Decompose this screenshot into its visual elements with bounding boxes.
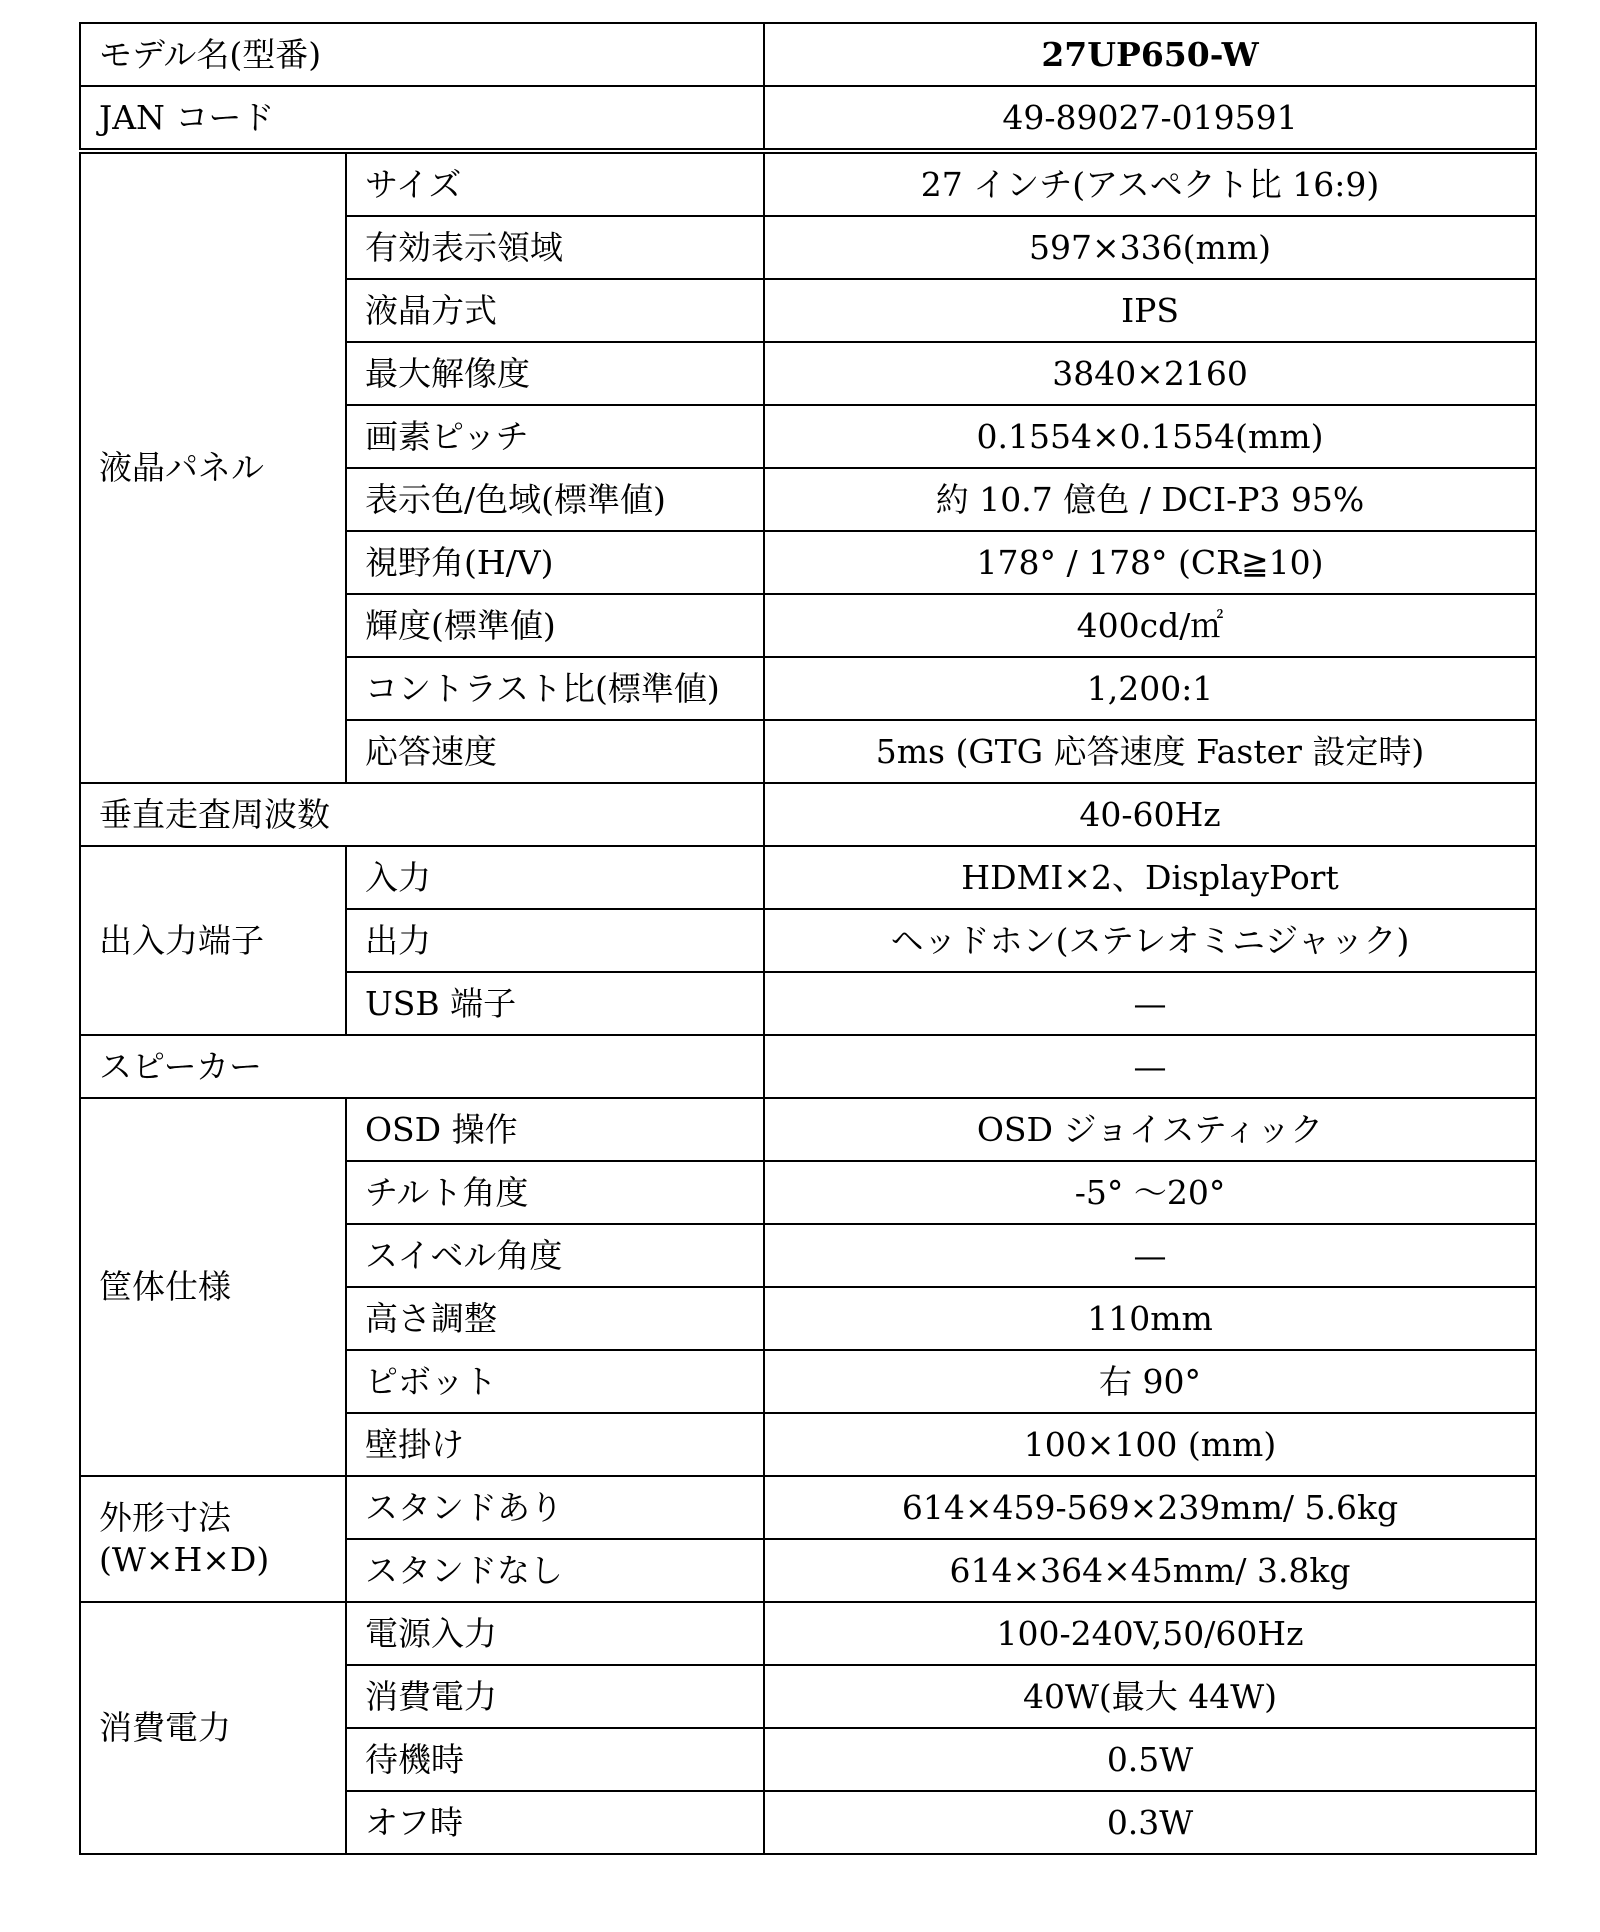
row-label: スタンドなし	[346, 1539, 764, 1602]
row-value: 40W(最大 44W)	[764, 1665, 1536, 1728]
row-value: 0.3W	[764, 1791, 1536, 1854]
row-value: 0.5W	[764, 1728, 1536, 1791]
chassis-group-label: 筐体仕様	[80, 1098, 346, 1476]
row-label: 待機時	[346, 1728, 764, 1791]
row-label: 消費電力	[346, 1665, 764, 1728]
row-label: スタンドあり	[346, 1476, 764, 1539]
speaker-label: スピーカー	[80, 1035, 764, 1098]
row-label: ピボット	[346, 1350, 764, 1413]
row-value: 100×100 (mm)	[764, 1413, 1536, 1476]
jan-value: 49-89027-019591	[764, 86, 1536, 151]
row-value: 614×364×45mm/ 3.8kg	[764, 1539, 1536, 1602]
speaker-value: —	[764, 1035, 1536, 1098]
row-value: 400cd/㎡	[764, 594, 1536, 657]
row-value: IPS	[764, 279, 1536, 342]
row-label: 輝度(標準値)	[346, 594, 764, 657]
table-row	[80, 846, 1536, 909]
row-label: 視野角(H/V)	[346, 531, 764, 594]
row-value: 27 インチ(アスペクト比 16:9)	[764, 151, 1536, 216]
row-value: 614×459-569×239mm/ 5.6kg	[764, 1476, 1536, 1539]
row-label: 高さ調整	[346, 1287, 764, 1350]
row-value: ヘッドホン(ステレオミニジャック)	[764, 909, 1536, 972]
row-label: 応答速度	[346, 720, 764, 783]
row-label: 画素ピッチ	[346, 405, 764, 468]
dims-group-line1: 外形寸法	[99, 1498, 231, 1537]
row-label: 電源入力	[346, 1602, 764, 1665]
table-row	[80, 783, 1536, 846]
row-label: 入力	[346, 846, 764, 909]
row-label: 出力	[346, 909, 764, 972]
row-value: 3840×2160	[764, 342, 1536, 405]
table-row	[80, 151, 1536, 216]
table-row	[80, 1098, 1536, 1161]
jan-label: JAN コード	[80, 86, 764, 151]
table-row	[80, 1476, 1536, 1539]
row-value: 約 10.7 億色 / DCI-P3 95%	[764, 468, 1536, 531]
io-group-label: 出入力端子	[80, 846, 346, 1035]
row-label: オフ時	[346, 1791, 764, 1854]
row-value: 100-240V,50/60Hz	[764, 1602, 1536, 1665]
vfreq-label: 垂直走査周波数	[80, 783, 764, 846]
row-label: USB 端子	[346, 972, 764, 1035]
spec-table	[79, 22, 1537, 1855]
table-row	[80, 86, 1536, 151]
power-group-label: 消費電力	[80, 1602, 346, 1854]
table-row	[80, 1602, 1536, 1665]
row-value: 0.1554×0.1554(mm)	[764, 405, 1536, 468]
panel-group-label: 液晶パネル	[80, 151, 346, 783]
row-value: HDMI×2、DisplayPort	[764, 846, 1536, 909]
row-value: 5ms (GTG 応答速度 Faster 設定時)	[764, 720, 1536, 783]
table-row	[80, 1035, 1536, 1098]
row-value: -5° ～20°	[764, 1161, 1536, 1224]
dims-group-label	[80, 1476, 346, 1602]
row-value: —	[764, 972, 1536, 1035]
row-label: サイズ	[346, 151, 764, 216]
row-value: 597×336(mm)	[764, 216, 1536, 279]
dims-group-line2: (W×H×D)	[99, 1540, 270, 1579]
model-label: モデル名(型番)	[80, 23, 764, 86]
row-label: 表示色/色域(標準値)	[346, 468, 764, 531]
row-label: OSD 操作	[346, 1098, 764, 1161]
row-label: 壁掛け	[346, 1413, 764, 1476]
row-value: 1,200:1	[764, 657, 1536, 720]
row-label: チルト角度	[346, 1161, 764, 1224]
row-value: 右 90°	[764, 1350, 1536, 1413]
table-row	[80, 23, 1536, 86]
row-label: 液晶方式	[346, 279, 764, 342]
row-value: 110mm	[764, 1287, 1536, 1350]
vfreq-value: 40-60Hz	[764, 783, 1536, 846]
row-value: 178° / 178° (CR≧10)	[764, 531, 1536, 594]
row-label: コントラスト比(標準値)	[346, 657, 764, 720]
row-label: 最大解像度	[346, 342, 764, 405]
model-value: 27UP650-W	[764, 23, 1536, 86]
row-value: —	[764, 1224, 1536, 1287]
row-value: OSD ジョイスティック	[764, 1098, 1536, 1161]
row-label: スイベル角度	[346, 1224, 764, 1287]
row-label: 有効表示領域	[346, 216, 764, 279]
